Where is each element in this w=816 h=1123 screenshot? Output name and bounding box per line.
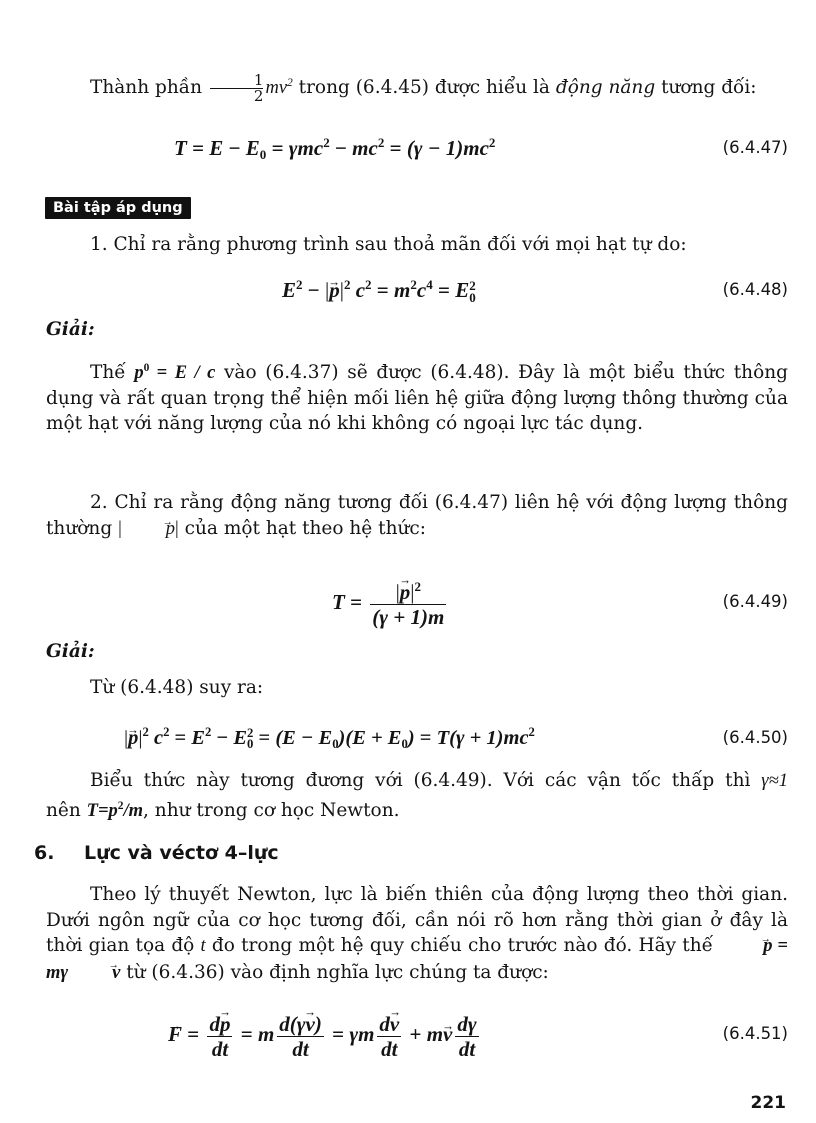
equation-6-4-47 — [46, 128, 788, 168]
solution-2-text: Biểu thức này tương đương với (6.4.49). Với các vận tốc thấp thì γ≈1 nên $T=p^2/m$, như trong cơ học Newton. — [46, 770, 788, 821]
equation-number: (6.4.48) — [722, 280, 788, 299]
section-number: 6. — [34, 842, 55, 864]
equation-6-4-50 — [46, 718, 788, 758]
section-title: Lực và véctơ 4–lực — [84, 842, 279, 864]
equation-6-4-50-body: |→ $p|^2$ $c^2 = E^2 - E$ 2 0 = $(E - E_0)(E + E_0) = T(\gamma + 1)mc^2$ — [124, 718, 535, 758]
problem-1: 1. Chỉ ra rằng phương trình sau thoả mãn đối với mọi hạt tự do: — [90, 234, 687, 255]
equation-number: (6.4.51) — [722, 1024, 788, 1043]
intro-end: tương đối: — [661, 77, 757, 98]
section-heading — [34, 840, 279, 866]
section-6-paragraph: Theo lý thuyết Newton, lực là biến thiên của động lượng theo thời gian. Dưới ngôn ngữ của cơ học tương đối, cần nói rõ hơn rằng thời gian ở đây là thời gian tọa độ t đo trong một hệ quy chiếu cho trước nào đó. Hãy thế → p = mγ→ v từ (6.4.36) vào định nghĩa lực chúng ta được: — [46, 882, 788, 986]
equation-6-4-51 — [46, 1002, 788, 1066]
mv-term: $mv^2$ — [265, 76, 293, 98]
problem-2: 2. Chỉ ra rằng động năng tương đối (6.4.47) liên hệ với động lượng thông thường |→ p| của một hạt theo hệ thức: — [46, 490, 788, 542]
equation-6-4-49-body: T = $\frac{|\to p|^2}{(\gamma + 1)m}$ — [332, 574, 449, 630]
equation-6-4-51-body: → F = $\frac{d\to p}{dt}$ = m $\frac{d(\gamma\to v)}{dt}$ = γm $\frac{d\to v}{dt}$ + m→ v $\frac{d\gamma}{dt}$ — [168, 1002, 482, 1066]
solution-2-intro: Từ (6.4.48) suy ra: — [90, 677, 264, 698]
solution-label-2: Giải: — [46, 641, 95, 662]
intro-paragraph — [46, 70, 788, 106]
solution-1-paragraph: Thế $p^0 = E / c$ vào (6.4.37) sẽ được (6.4.48). Đây là một biểu thức thông dụng và rất quan trọng thể hiện mối liên hệ giữa động lượng thông thường của một hạt với năng lượng của nó khi không có ngoại lực tác dụng. — [46, 361, 788, 434]
equation-6-4-49 — [46, 574, 788, 630]
equation-number: (6.4.49) — [722, 592, 788, 611]
equation-number: (6.4.47) — [722, 138, 788, 157]
equation-6-4-48 — [46, 270, 788, 310]
equation-6-4-47-body: $T = E - E_0 = \gamma mc^2 - mc^2 = (\gamma - 1)mc^2$ — [174, 134, 496, 162]
intro-text: Thành phần — [90, 77, 203, 98]
half-fraction: $\frac{1}{2}$ — [210, 73, 264, 104]
equation-6-4-48-body: $E^2$ − |→ $p|^2$ $c^2 = m^2c^4 = E$ 2 0 — [282, 270, 476, 310]
exercise-badge: Bài tập áp dụng — [45, 197, 191, 219]
solution-label-1: Giải: — [46, 319, 95, 340]
intro-emphasis: động năng — [555, 77, 656, 98]
intro-middle: trong (6.4.45) được hiểu là — [298, 77, 550, 98]
equation-number: (6.4.50) — [722, 728, 788, 747]
page-number: 221 — [750, 1093, 786, 1113]
